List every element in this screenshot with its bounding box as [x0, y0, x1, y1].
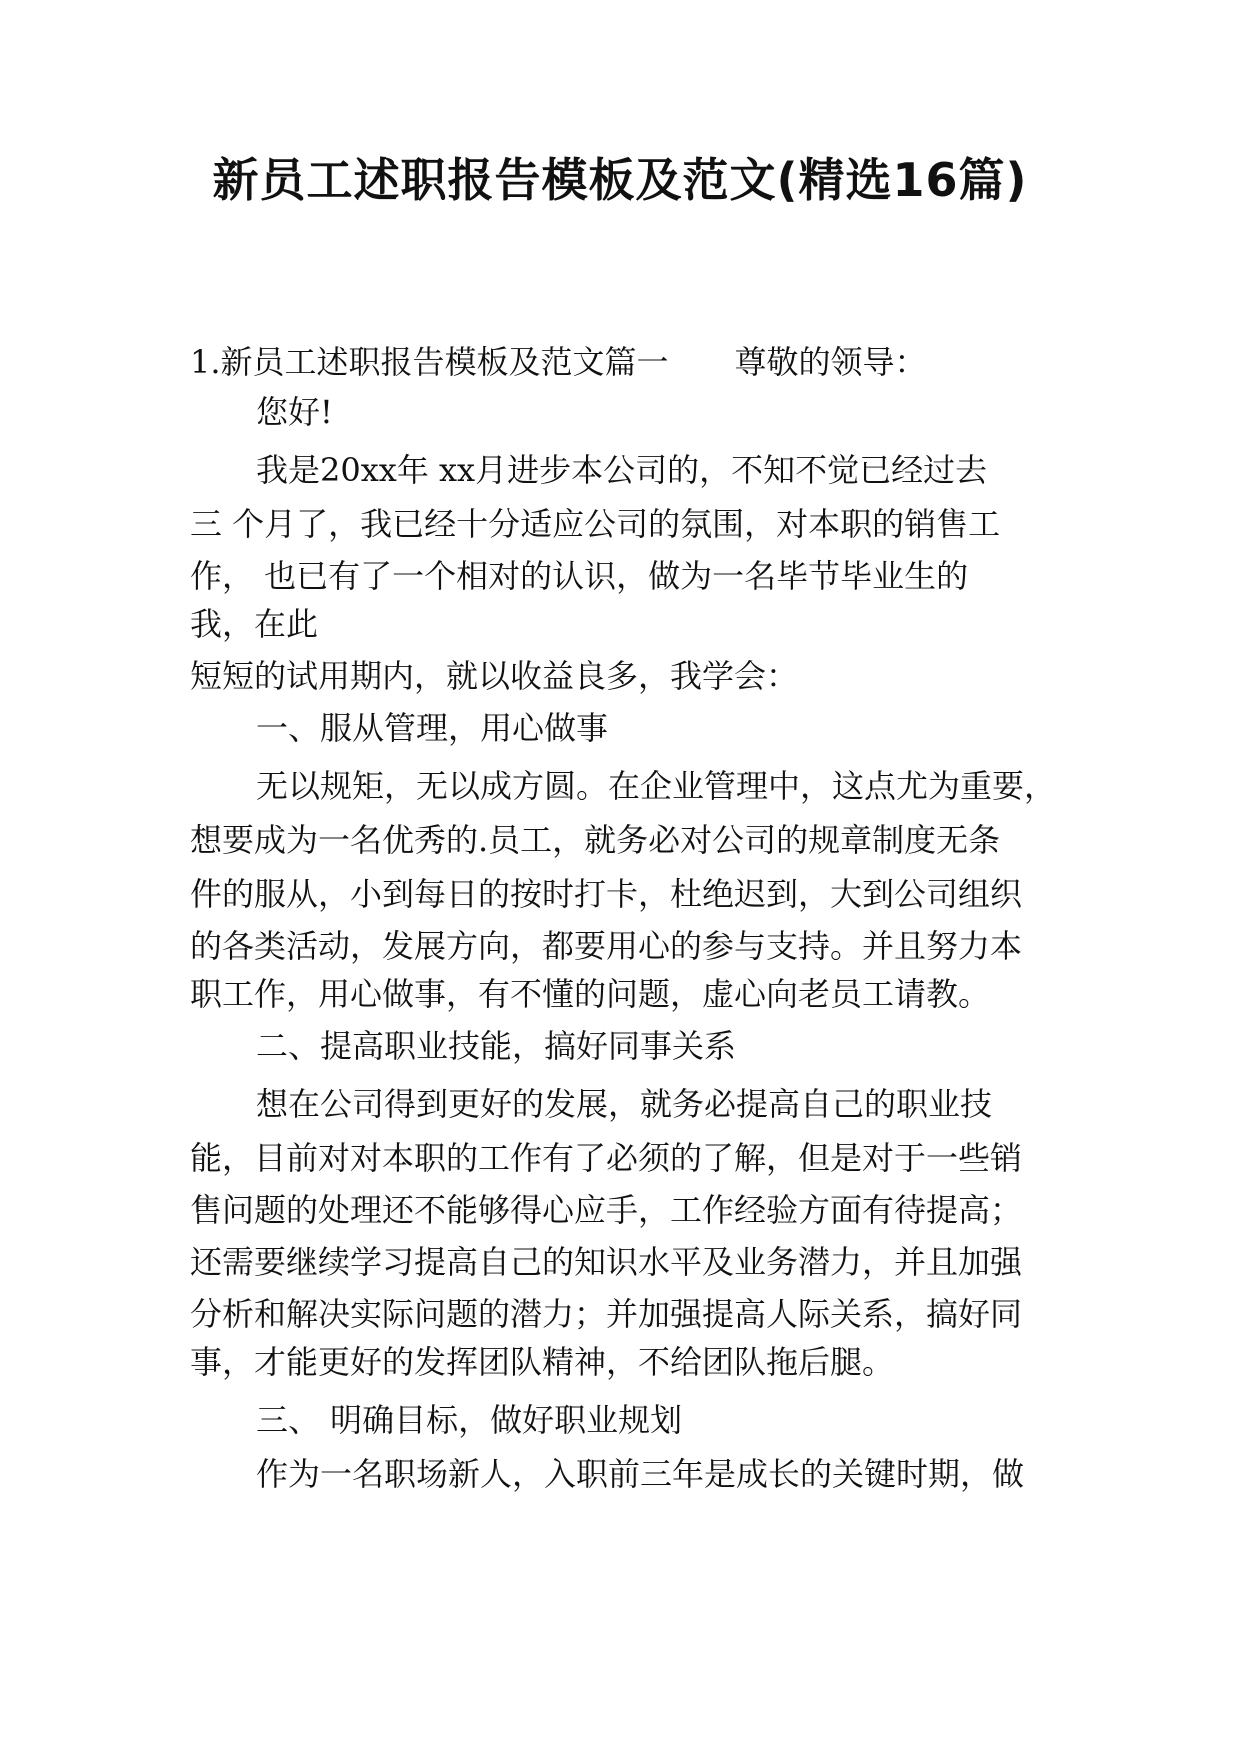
- salutation: 尊敬的领导：: [734, 343, 927, 381]
- body-line: 还需要继续学习提高自己的知识水平及业务潜力，并且加强: [190, 1243, 1023, 1281]
- body-line: 件的服从，小到每日的按时打卡，杜绝迟到，大到公司组织: [190, 875, 1023, 913]
- body-line: 售问题的处理还不能够得心应手，工作经验方面有待提高；: [190, 1191, 1023, 1229]
- body-line: 职工作，用心做事，有不懂的问题，虚心向老员工请教。: [190, 975, 991, 1013]
- body-line: 您好!: [256, 393, 333, 431]
- body-line: 作为一名职场新人，入职前三年是成长的关键时期，做: [256, 1455, 1025, 1493]
- body-line: 能，目前对对本职的工作有了必须的了解，但是对于一些销: [190, 1139, 1023, 1177]
- section-heading: 一、服从管理，用心做事: [256, 709, 609, 747]
- body-line: 想要成为一名优秀的.员工，就务必对公司的规章制度无条: [190, 821, 1001, 859]
- section-heading: 三、 明确目标，做好职业规划: [256, 1401, 683, 1439]
- body-line: 我，在此: [190, 605, 319, 643]
- section-heading-line: [190, 340, 927, 384]
- body-line: 事，才能更好的发挥团队精神，不给团队拖后腿。: [190, 1343, 895, 1381]
- body-line: 的各类活动，发展方向，都要用心的参与支持。并且努力本: [190, 927, 1023, 965]
- body-line: 我是20xx年 xx月进步本公司的，不知不觉已经过去: [256, 451, 988, 489]
- body-line: 短短的试用期内，就以收益良多，我学会：: [190, 657, 799, 695]
- document-title: 新员工述职报告模板及范文(精选16篇): [212, 153, 1028, 207]
- body-line: 想在公司得到更好的发展，就务必提高自己的职业技: [256, 1085, 993, 1123]
- body-line: 分析和解决实际问题的潜力；并加强提高人际关系，搞好同: [190, 1295, 1023, 1333]
- body-line: 无以规矩，无以成方圆。在企业管理中，这点尤为重要，: [256, 767, 1057, 805]
- section-heading: 二、提高职业技能，搞好同事关系: [256, 1027, 737, 1065]
- body-line: 作， 也已有了一个相对的认识，做为一名毕节毕业生的: [190, 557, 969, 595]
- section-number-title: 1.新员工述职报告模板及范文篇一: [190, 343, 669, 381]
- body-line: 三 个月了，我已经十分适应公司的氛围，对本职的销售工: [190, 505, 1001, 543]
